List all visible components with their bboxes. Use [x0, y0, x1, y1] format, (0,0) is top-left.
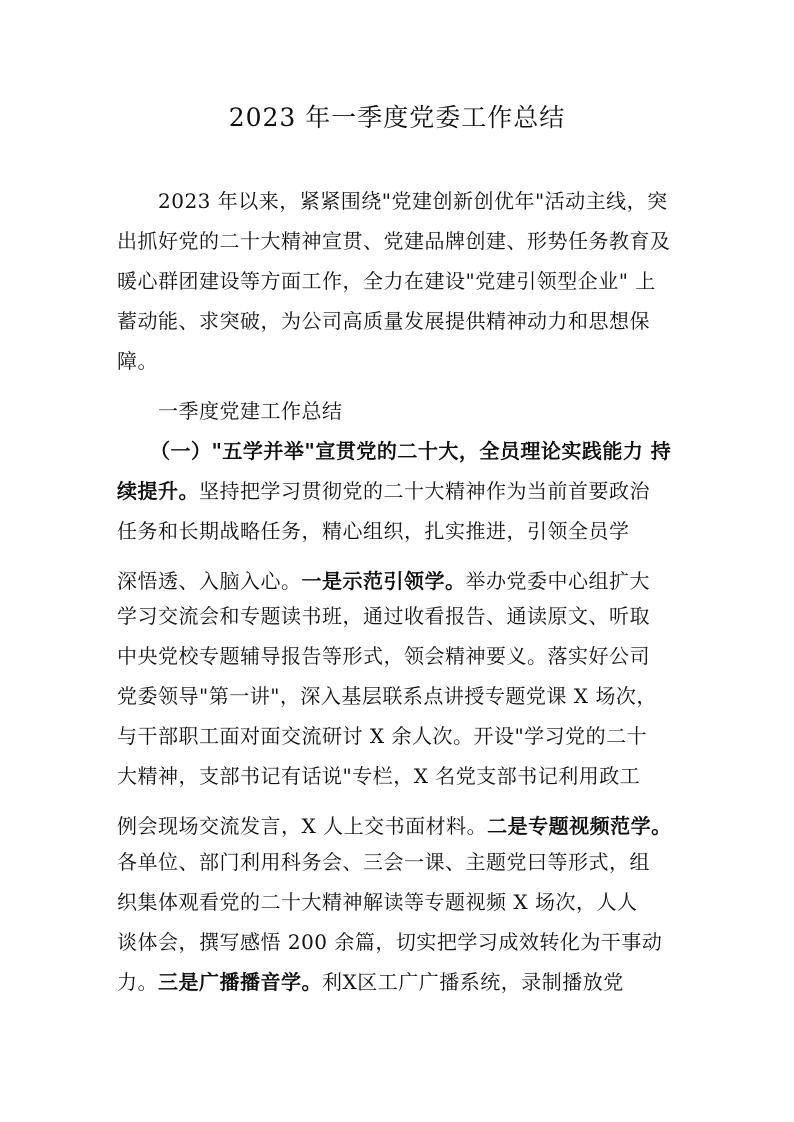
body-text: 深悟透、入脑入心。	[117, 569, 302, 593]
body-line-5: 中央党校专题辅导报告等形式，领会精神要义。落实好公司	[117, 644, 650, 668]
body-text: 举办党委中心组扩大	[465, 569, 650, 593]
body-text: 坚持把学习贯彻党的二十大精神作为当前首要政治	[199, 479, 650, 503]
point-two-heading: 二是专题视频范学。	[487, 814, 672, 838]
body-line-1	[117, 477, 650, 505]
body-line-8: 大精神，支部书记有话说"专栏，X 名党支部书记利用政工	[117, 764, 641, 788]
body-text: 力。	[117, 970, 158, 994]
intro-line-2: 出抓好党的二十大精神宣贯、党建品牌创建、形势任务教育及	[117, 229, 671, 253]
intro-line-5: 障。	[117, 349, 158, 373]
subsection-heading-cont: 续提升。	[117, 479, 199, 503]
intro-line-1: 2023 年以来，紧紧围绕"党建创新创优年"活动主线，突	[158, 189, 668, 213]
body-line-4: 学习交流会和专题读书班，通过收看报告、通读原文、听取	[117, 604, 650, 628]
document-title: 2023 年一季度党委工作总结	[228, 103, 566, 132]
body-line-3	[117, 567, 650, 595]
body-line-10: 各单位、部门利用科务会、三会一课、主题党曰等形式，组	[117, 850, 650, 874]
point-three-heading: 三是广播播音学。	[158, 970, 322, 994]
body-line-6: 党委领导"第一讲"，深入基层联系点讲授专题党课 X 场次，	[117, 684, 657, 708]
intro-line-4: 蓄动能、求突破，为公司高质量发展提供精神动力和思想保	[117, 309, 650, 333]
subsection-heading: （一）"五学并举"宣贯党的二十大，全员理论实践能力 持	[150, 439, 672, 463]
intro-line-3: 暖心群团建设等方面工作，全力在建设"党建引领型企业" 上	[117, 269, 656, 293]
body-line-12: 谈体会，撰写感悟 200 余篇，切实把学习成效转化为干事动	[117, 930, 663, 954]
body-line-9	[117, 812, 672, 840]
body-line-13	[117, 968, 624, 996]
point-one-heading: 一是示范引领学。	[301, 569, 466, 593]
section-heading: 一季度党建工作总结	[158, 399, 343, 423]
body-line-2: 任务和长期战略任务，精心组织，扎实推进，引领全员学	[117, 519, 630, 543]
body-text: 例会现场交流发言，X 人上交书面材料。	[117, 814, 488, 838]
body-text: 利X区工广广播系统，录制播放党	[322, 970, 624, 994]
body-line-7: 与干部职工面对面交流研讨 X 余人次。开设"学习党的二十	[117, 724, 648, 748]
body-line-11: 织集体观看党的二十大精神解读等专题视频 X 场次，人人	[117, 890, 638, 914]
